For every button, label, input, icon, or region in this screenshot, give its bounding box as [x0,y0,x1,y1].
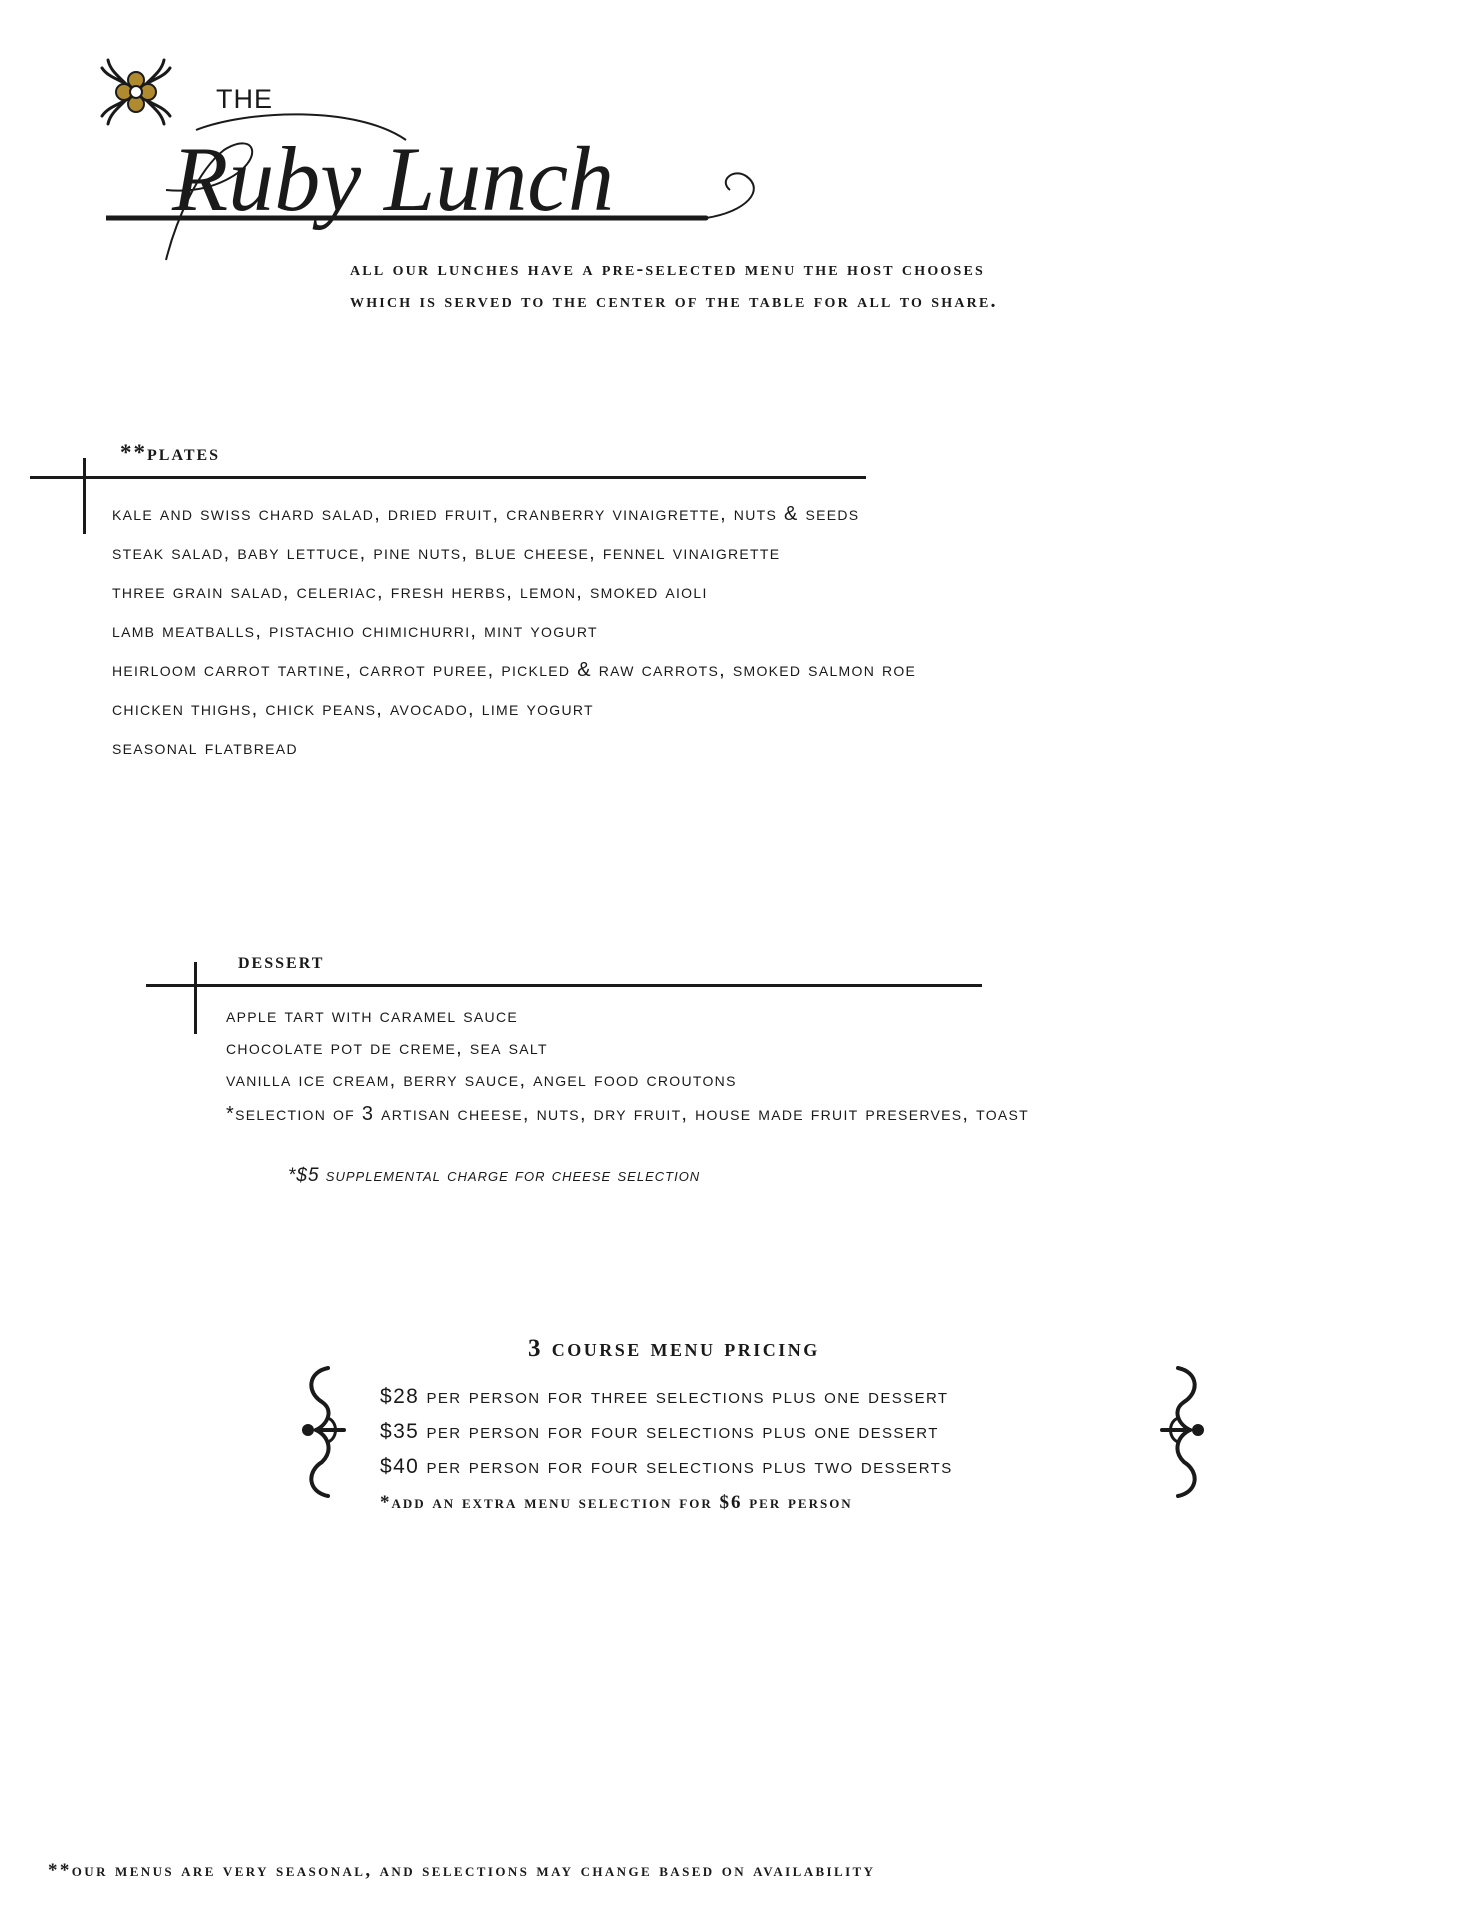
scroll-flourish-icon [298,1362,350,1502]
cheese-supplement-note: *$5 supplemental charge for cheese selection [288,1165,701,1186]
dessert-item: chocolate pot de creme, sea salt [226,1037,548,1059]
intro-line: all our lunches have a pre-selected menu the host chooses [350,258,986,280]
plate-item: seasonal flatbread [112,737,298,759]
intro-line: which is served to the center of the table for all to share. [350,290,998,312]
dessert-divider [146,984,982,987]
dessert-item: apple tart with caramel sauce [226,1005,519,1027]
plate-item: chicken thighs, chick peans, avocado, lime yogurt [112,698,594,720]
dessert-item: *selection of 3 artisan cheese, nuts, dry fruit, house made fruit preserves, toast [226,1103,1030,1125]
dessert-item: vanilla ice cream, berry sauce, angel food croutons [226,1069,737,1091]
scroll-flourish-icon [1156,1362,1208,1502]
title-script-text: Ruby Lunch [172,128,615,230]
pricing-line: $40 per person for four selections plus two desserts [380,1455,953,1478]
plate-item: three grain salad, celeriac, fresh herbs, lemon, smoked aioli [112,581,708,603]
title-prefix: THE [216,84,273,114]
plates-divider [30,476,866,479]
seasonal-footer-note: **our menus are very seasonal, and selections may change based on availability [48,1860,876,1881]
plates-divider-tick [83,458,86,534]
dessert-heading: dessert [238,948,325,973]
plate-item: lamb meatballs, pistachio chimichurri, mint yogurt [112,620,598,642]
pricing-heading: 3 course menu pricing [528,1335,820,1362]
page-title [106,110,766,280]
pricing-extra-line: *add an extra menu selection for $6 per person [380,1492,853,1513]
pricing-line: $35 per person for four selections plus one dessert [380,1420,939,1443]
dessert-divider-tick [194,962,197,1034]
plates-heading: **plates [120,440,221,465]
pricing-line: $28 per person for three selections plus one dessert [380,1385,949,1408]
plate-item: steak salad, baby lettuce, pine nuts, blue cheese, fennel vinaigrette [112,542,781,564]
plate-item: heirloom carrot tartine, carrot puree, pickled & raw carrots, smoked salmon roe [112,659,917,681]
plate-item: kale and swiss chard salad, dried fruit, cranberry vinaigrette, nuts & seeds [112,503,860,525]
